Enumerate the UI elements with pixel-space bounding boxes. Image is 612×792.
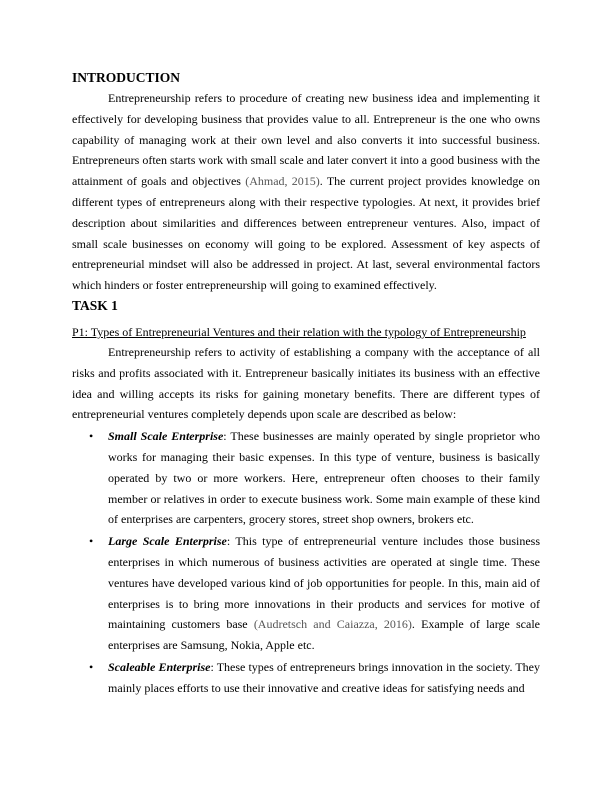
bullet-citation: (Audretsch and Caiazza, 2016) bbox=[253, 617, 412, 632]
bullet-icon: • bbox=[89, 429, 94, 444]
bullet-text: : These businesses are mainly operated by single proprietor who works for managing their basic expenses. In this type of venture, business is basically operated by two or more workers. Here, entrepreneur often chooses to their family member or relatives in order to execute business work. Some main example of these kind of enterprises are carpenters, grocery stores, street shop owners, brokers etc. bbox=[108, 429, 540, 527]
bullet-icon: • bbox=[89, 534, 94, 549]
intro-text-part2: . The current project provides knowledge on different types of entrepreneurs along with their respective typologies. At next, it provides brief description about similarities and differences between entrepreneur ventures. Also, impact of small scale businesses on economy will going to be explored. Assessment of key aspects of entrepreneurial mindset will also be addressed in project. At last, several environmental factors which hinders or foster entrepreneurship will going to examined effectively. bbox=[72, 174, 540, 293]
task1-subheading: P1: Types of Entrepreneurial Ventures and their relation with the typology of Entrepreneurship bbox=[72, 324, 526, 339]
introduction-heading: INTRODUCTION bbox=[72, 70, 181, 85]
bullet-term: Scaleable Enterprise bbox=[108, 659, 211, 674]
list-item bbox=[72, 426, 540, 530]
task1-paragraph: Entrepreneurship refers to activity of establishing a company with the acceptance of all risks and profits associated with it. Entrepreneur basically initiates its business with an effective idea and willing accepts its risks for gaining monetary benefits. There are different types of entrepreneurial ventures completely depends upon scale are described as below: bbox=[72, 344, 540, 422]
bullet-term: Large Scale Enterprise bbox=[108, 534, 227, 549]
bullet-term: Small Scale Enterprise bbox=[108, 429, 224, 444]
venture-types-list bbox=[72, 426, 540, 698]
bullet-text-after: . Example of large scale enterprises are Samsung, Nokia, Apple etc. bbox=[108, 617, 540, 653]
bullet-icon: • bbox=[89, 659, 94, 674]
list-item bbox=[72, 531, 540, 656]
task1-heading: TASK 1 bbox=[72, 297, 118, 313]
bullet-text: : These types of entrepreneurs brings innovation in the society. They mainly places efforts to use their innovative and creative ideas for satisfying needs and bbox=[108, 659, 540, 695]
intro-text-part1: Entrepreneurship refers to procedure of creating new business idea and implementing it effectively for developing business that provides value to all. Entrepreneur is the one who owns capability of managing work at their own level and also converts it into successful business. Entrepreneurs often starts work with small scale and later convert it into a good business with the attainment of goals and objectives bbox=[72, 91, 540, 189]
document-page bbox=[72, 68, 540, 699]
introduction-paragraph bbox=[72, 88, 540, 296]
list-item bbox=[72, 657, 540, 699]
intro-citation: (Ahmad, 2015) bbox=[245, 174, 320, 189]
bullet-text: : This type of entrepreneurial venture includes those business enterprises in which numerous of business activities are operated at single time. These ventures have developed various kind of job opportunities for people. In this, main aid of enterprises is to bring more innovations in their products and services for motive of maintaining customers base bbox=[108, 534, 540, 632]
